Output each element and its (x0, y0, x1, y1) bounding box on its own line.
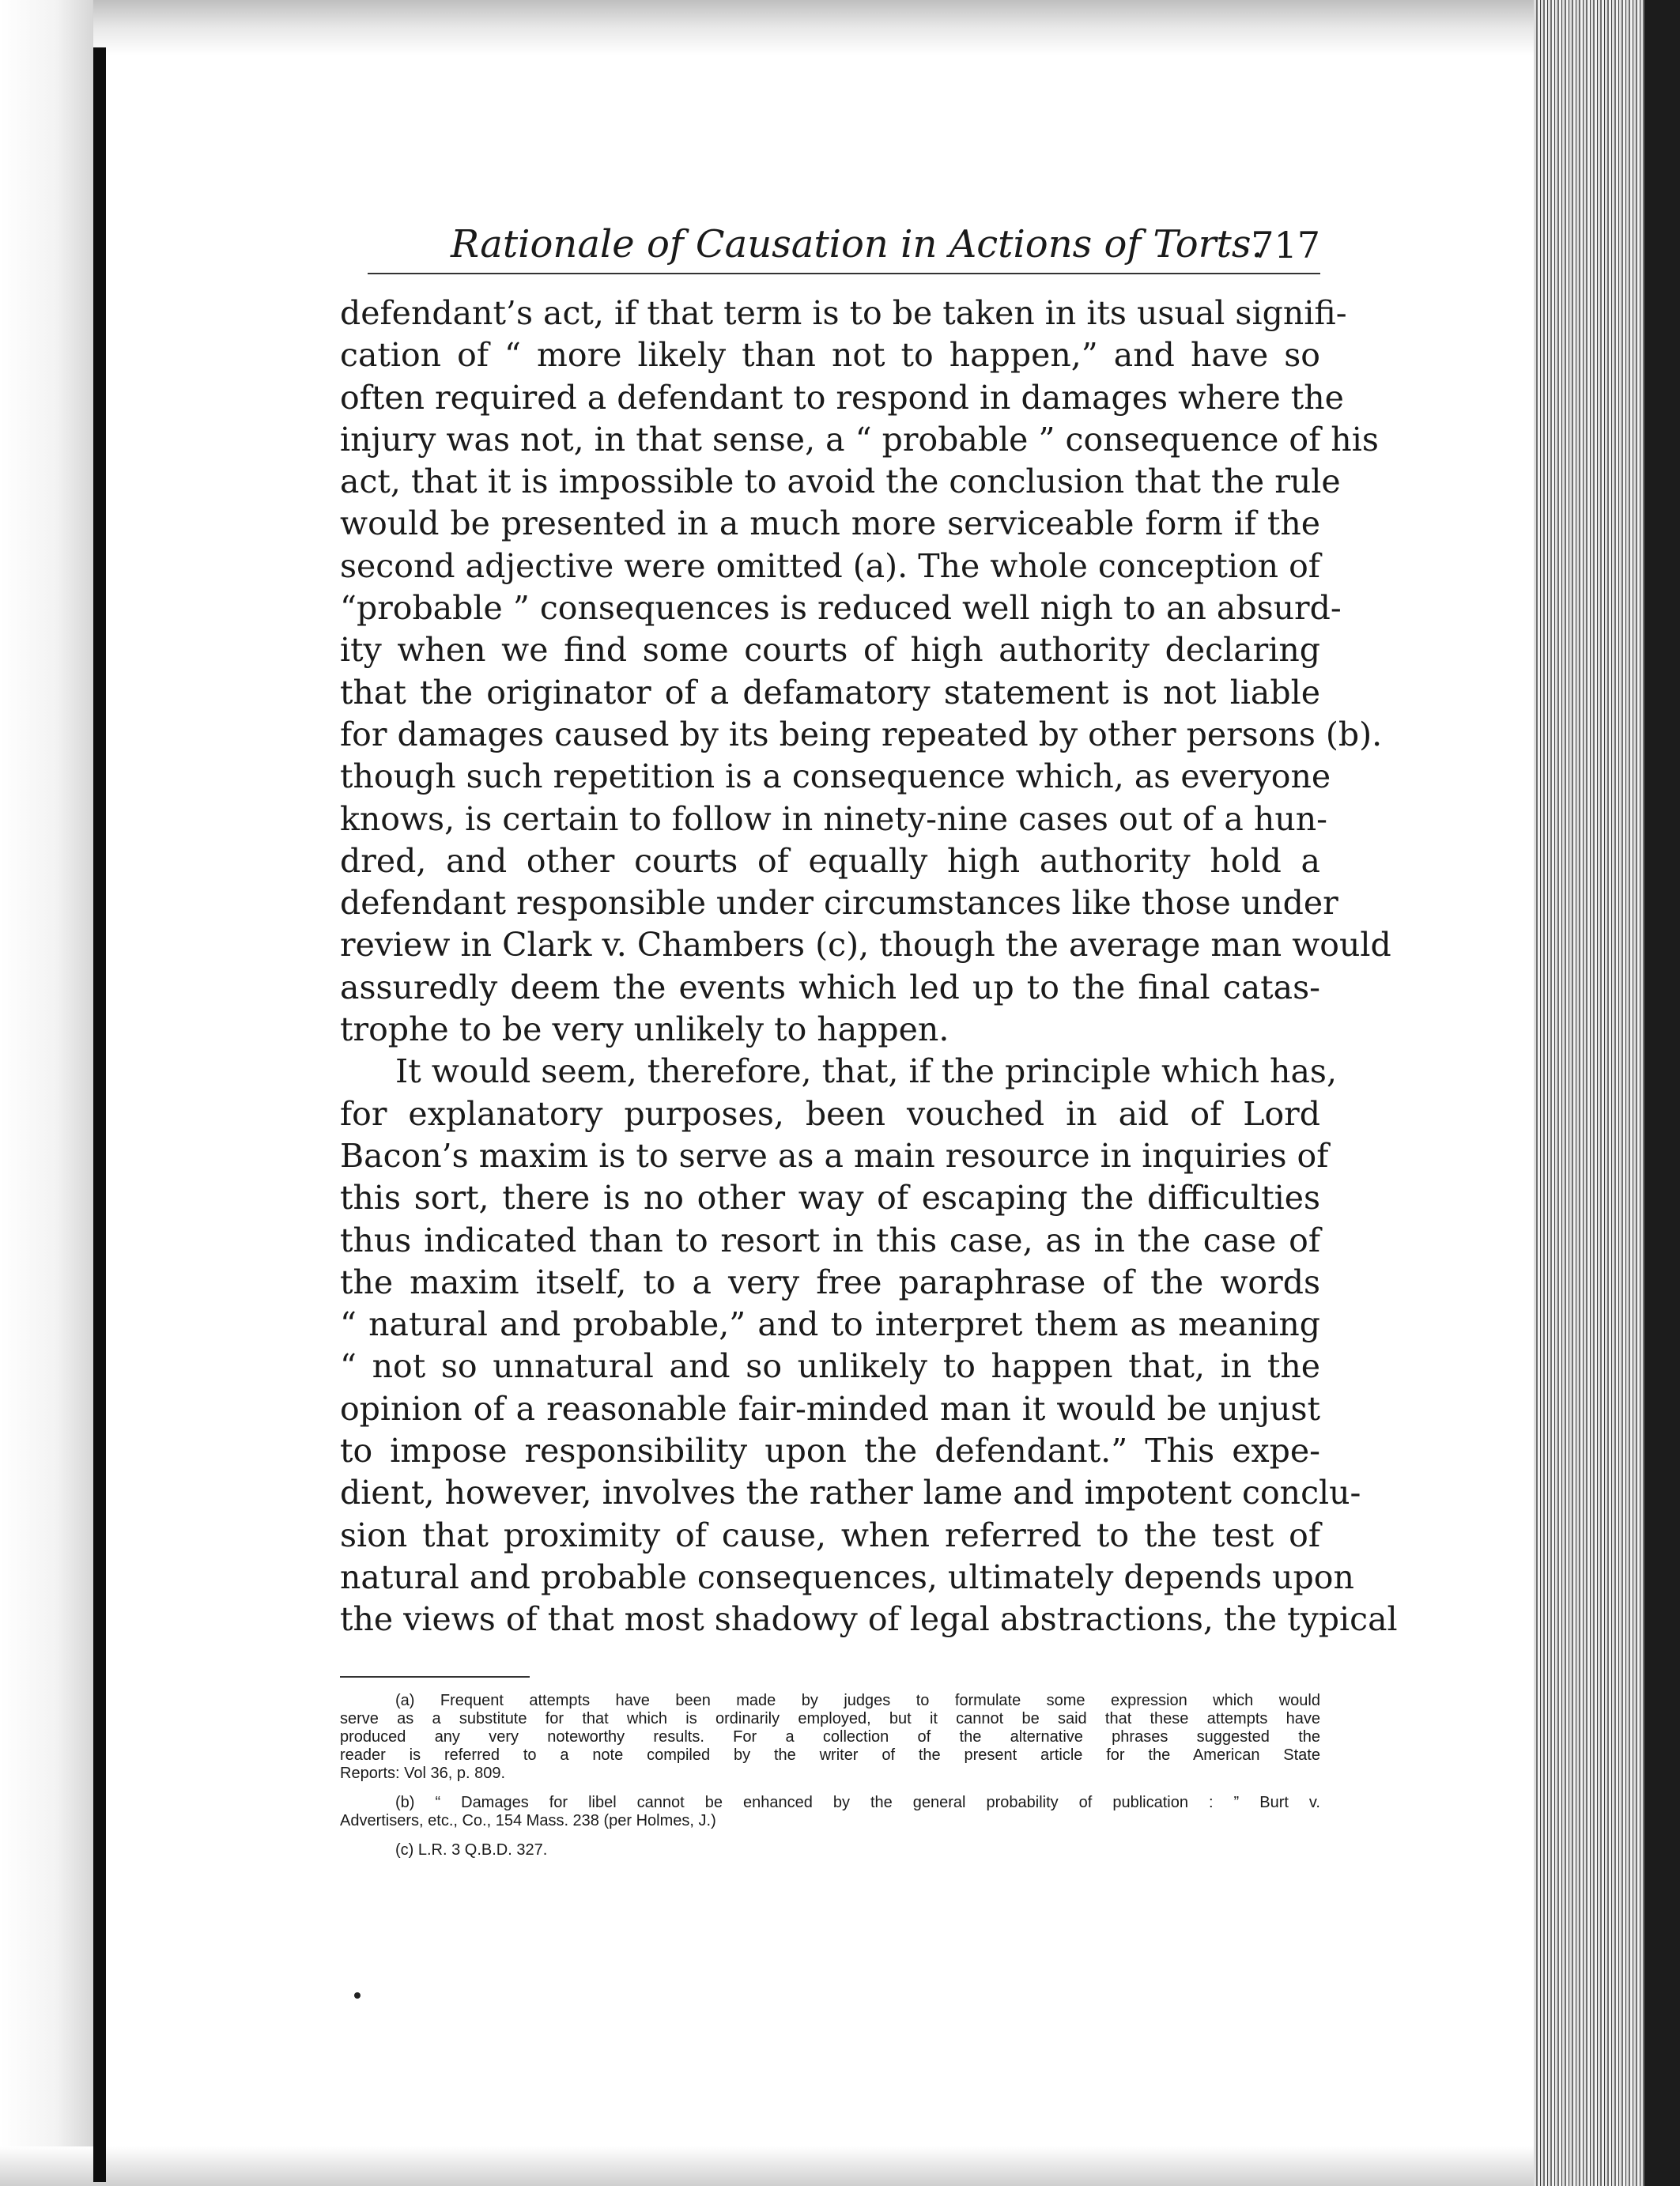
text-line: ity when we find some courts of high authority declaring (340, 631, 1320, 670)
text-line: defendant’s act, if that term is to be taken in its usual signifi- (340, 294, 1347, 332)
page-number: 717 (1251, 224, 1320, 266)
text-line: “ natural and probable,” and to interpret them as meaning (340, 1305, 1320, 1344)
page-left-border (93, 47, 106, 2182)
text-line: knows, is certain to follow in ninety-nine cases out of a hun- (340, 799, 1327, 838)
running-header (340, 217, 1320, 273)
text-line: this sort, there is no other way of escaping the difficulties (340, 1179, 1320, 1218)
text-line: natural and probable consequences, ultimately depends upon (340, 1557, 1354, 1596)
text-line: injury was not, in that sense, a “ probable ” consequence of his (340, 420, 1379, 459)
text-line: cation of “ more likely than not to happen,” and have so (340, 336, 1320, 375)
text-line: Bacon’s maxim is to serve as a main resource in inquiries of (340, 1136, 1329, 1175)
page-left-margin-scan (0, 0, 93, 2186)
footnote-c (340, 1841, 1320, 1859)
text-line: for explanatory purposes, been vouched in aid of Lord (340, 1094, 1320, 1133)
text-line: opinion of a reasonable fair-minded man it would be unjust (340, 1389, 1320, 1428)
text-line: review in Clark v. Chambers (c), though the average man would (340, 926, 1391, 965)
footnotes (340, 1692, 1320, 1859)
footnote-line: (c) L.R. 3 Q.B.D. 327. (395, 1841, 548, 1859)
footnote-line: (b) “ Damages for libel cannot be enhanced by the general probability of publication : ” Burt v. (395, 1794, 1320, 1811)
body-text (340, 293, 1398, 1641)
text-line: to impose responsibility upon the defendant.” This expe- (340, 1432, 1320, 1471)
text-line: It would seem, therefore, that, if the principle which has, (395, 1052, 1337, 1091)
text-line: that the originator of a defamatory statement is not liable (340, 673, 1320, 712)
book-spine-shadow (1644, 0, 1680, 2186)
text-line: second adjective were omitted (a). The whole conception of (340, 546, 1320, 585)
footnote-line: Advertisers, etc., Co., 154 Mass. 238 (per Holmes, J.) (340, 1812, 716, 1829)
text-line: would be presented in a much more serviceable form if the (340, 504, 1320, 543)
footnote-line: produced any very noteworthy results. For a collection of the alternative phrases suggested the (340, 1728, 1320, 1746)
footnote-line: reader is referred to a note compiled by the writer of the present article for the American State (340, 1746, 1320, 1764)
footnote-b (340, 1794, 1320, 1830)
text-line: thus indicated than to resort in this case, as in the case of (340, 1221, 1320, 1259)
text-line: though such repetition is a consequence which, as everyone (340, 757, 1331, 796)
running-title: Rationale of Causation in Actions of Torts. (451, 222, 1263, 266)
stray-ink-mark (354, 1992, 361, 1999)
footnote-line: Reports: Vol 36, p. 809. (340, 1765, 506, 1782)
text-line: “probable ” consequences is reduced well nigh to an absurd- (340, 589, 1342, 628)
text-line: sion that proximity of cause, when referred to the test of (340, 1516, 1320, 1554)
header-rule (368, 273, 1320, 274)
text-line: dient, however, involves the rather lame and impotent conclu- (340, 1474, 1361, 1512)
page-bottom-edge-scan (0, 2146, 1680, 2186)
text-line: assuredly deem the events which led up to the final catas- (340, 968, 1320, 1006)
footnote-a (340, 1692, 1320, 1783)
footnote-line: (a) Frequent attempts have been made by judges to formulate some expression which would (395, 1692, 1320, 1709)
text-line: defendant responsible under circumstances like those under (340, 884, 1338, 923)
text-line: act, that it is impossible to avoid the conclusion that the rule (340, 462, 1341, 501)
text-line: for damages caused by its being repeated by other persons (b). (340, 715, 1383, 753)
text-line: the views of that most shadowy of legal abstractions, the typical (340, 1600, 1398, 1639)
text-line: trophe to be very unlikely to happen. (340, 1010, 949, 1049)
text-line: often required a defendant to respond in damages where the (340, 378, 1344, 417)
footnote-rule (340, 1676, 530, 1678)
text-line: dred, and other courts of equally high authority hold a (340, 841, 1320, 880)
footnote-line: serve as a substitute for that which is ordinarily employed, but it cannot be said that these attempts have (340, 1710, 1320, 1727)
page-top-edge-scan (93, 0, 1540, 55)
text-line: “ not so unnatural and so unlikely to happen that, in the (340, 1347, 1320, 1386)
text-line: the maxim itself, to a very free paraphrase of the words (340, 1263, 1320, 1301)
